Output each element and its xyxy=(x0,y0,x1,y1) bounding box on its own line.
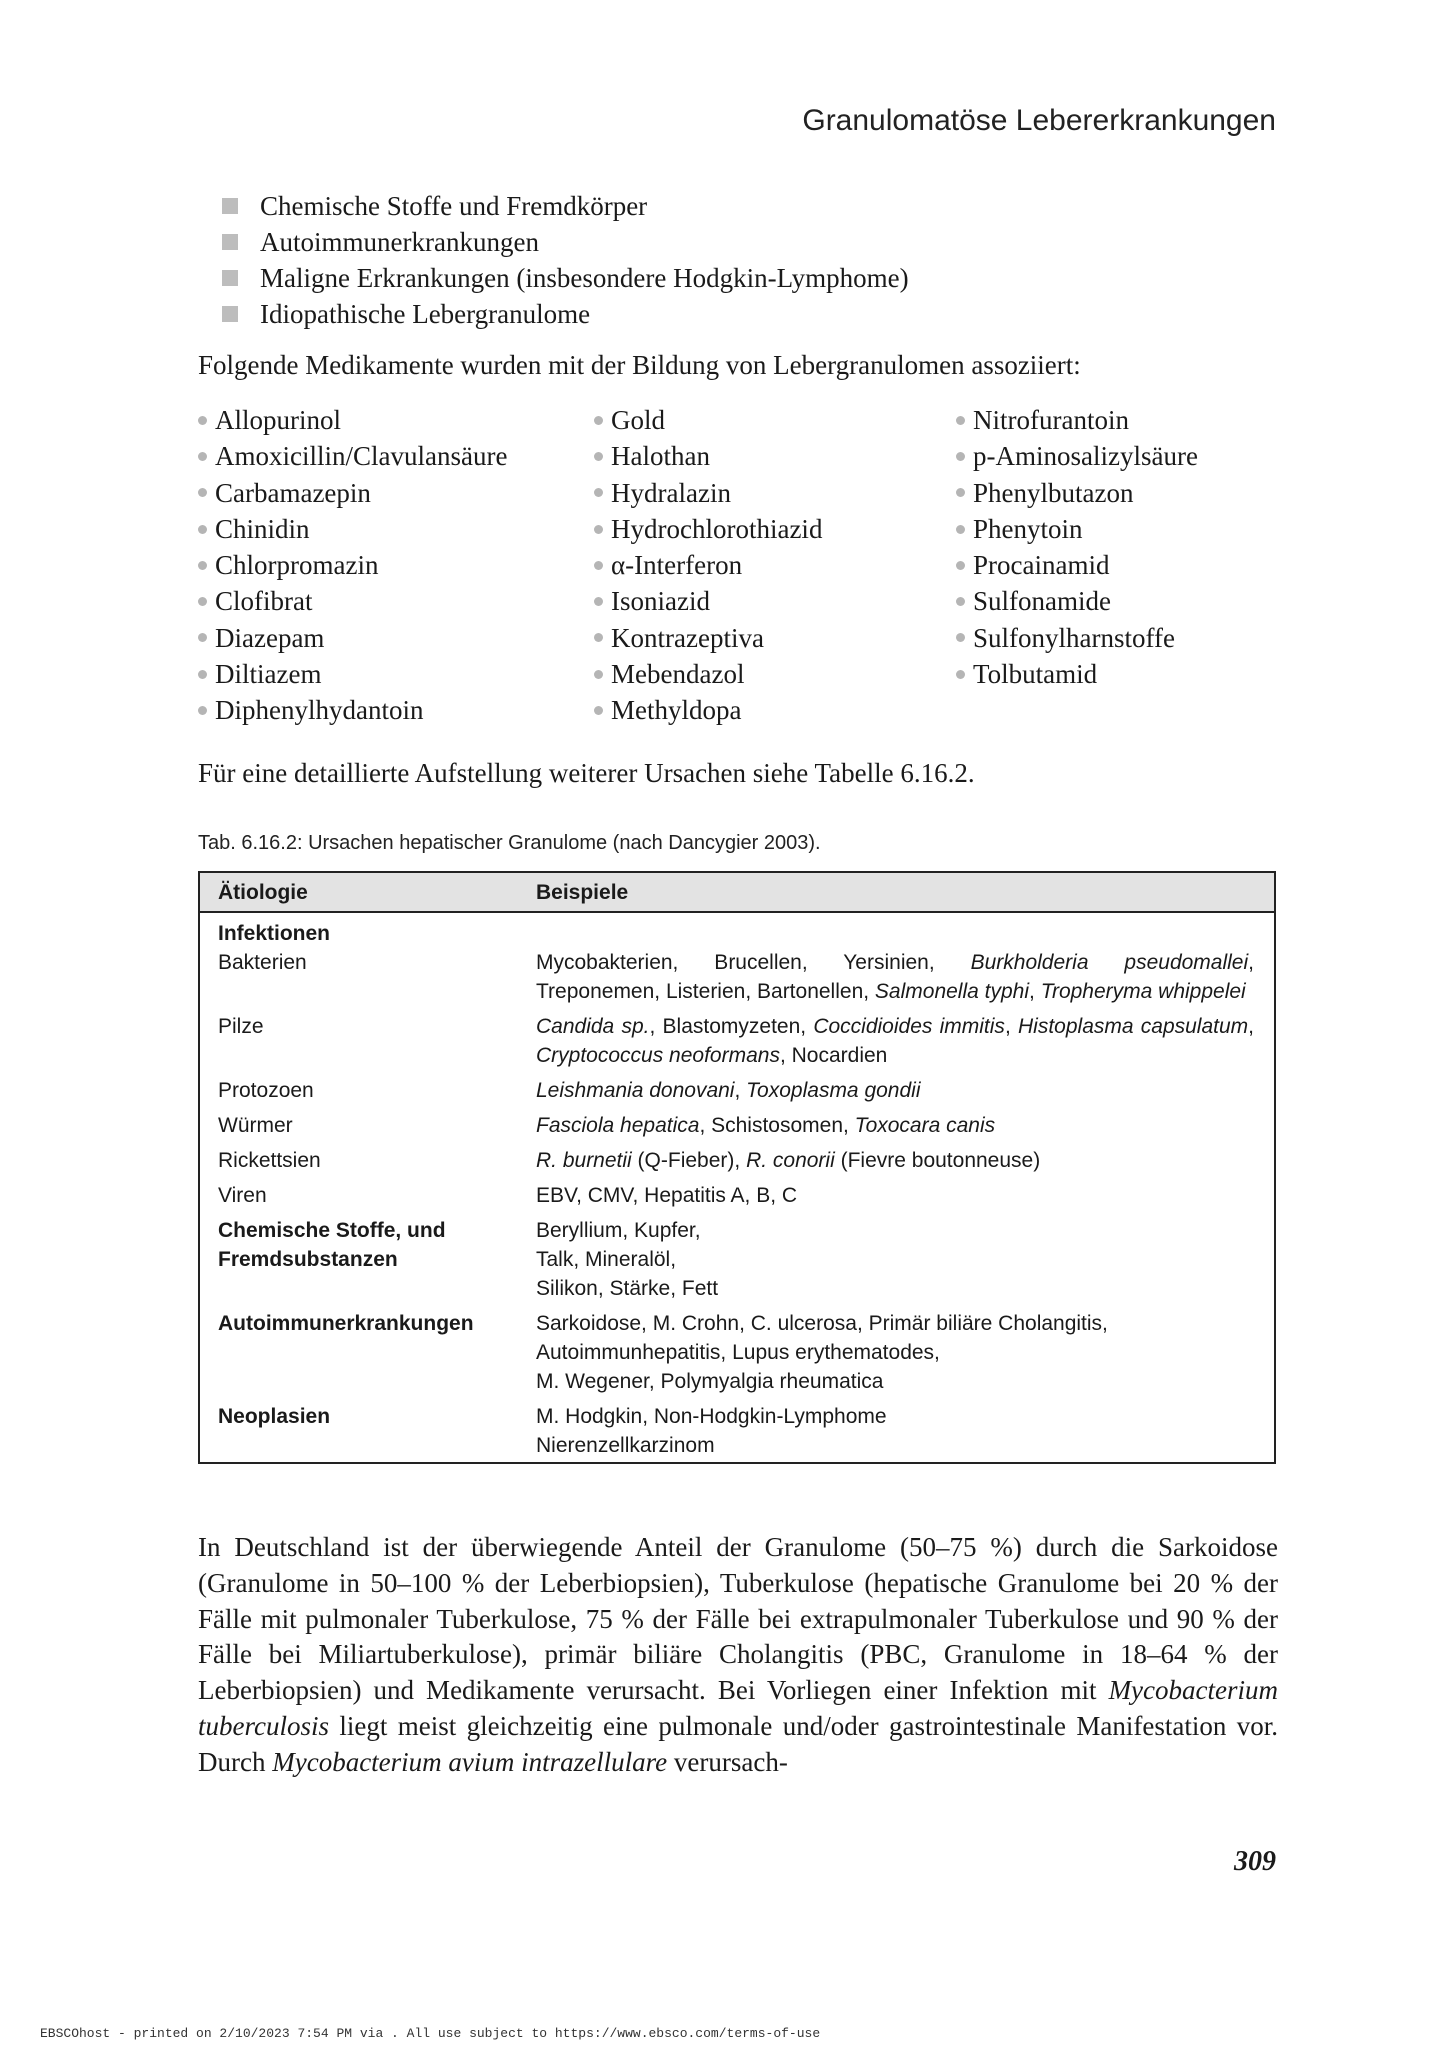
drug-column-2 xyxy=(594,402,956,729)
row-label: Chemische Stoffe, und Fremdsubstanzen xyxy=(218,1219,446,1271)
text: , Schistosomen, xyxy=(699,1114,855,1137)
drug-item xyxy=(956,511,1256,547)
drug-item xyxy=(594,620,956,656)
row-label: Bakterien xyxy=(218,951,307,974)
list-item-text: Idiopathische Lebergranulome xyxy=(260,299,591,329)
text: , xyxy=(734,1079,747,1102)
dot-bullet-icon xyxy=(594,525,603,534)
text: , xyxy=(1029,980,1041,1003)
table-row xyxy=(200,1012,1274,1076)
cause-list xyxy=(220,188,909,332)
italic-text: Fasciola hepatica xyxy=(536,1114,700,1137)
list-item xyxy=(220,224,909,260)
italic-text: Mycobacterium avium intrazellulare xyxy=(272,1746,668,1777)
list-item xyxy=(220,188,909,224)
list-item-text: Chemische Stoffe und Fremdkörper xyxy=(260,191,648,221)
group-examples xyxy=(536,919,1274,948)
table-row xyxy=(200,1111,1274,1146)
drug-name: Phenytoin xyxy=(973,513,1083,544)
dot-bullet-icon xyxy=(594,488,603,497)
table-row xyxy=(200,1181,1274,1216)
text: Mycobakterien, Brucellen, Yersinien, xyxy=(536,951,971,974)
drug-item xyxy=(198,402,594,438)
drug-item xyxy=(594,656,956,692)
drug-column-3 xyxy=(956,402,1256,729)
square-bullet-icon xyxy=(222,306,238,322)
drug-item xyxy=(198,438,594,474)
dot-bullet-icon xyxy=(594,452,603,461)
group-label: Infektionen xyxy=(218,922,331,945)
row-examples xyxy=(536,1402,1274,1460)
table-row xyxy=(200,1076,1274,1111)
example-line: M. Hodgkin, Non-Hodgkin-Lymphome xyxy=(536,1405,887,1428)
drug-name: Hydrochlorothiazid xyxy=(611,513,823,544)
drug-item xyxy=(594,475,956,511)
drug-name: Allopurinol xyxy=(215,405,341,435)
example-line: Autoimmunhepatitis, Lupus erythematodes, xyxy=(536,1341,940,1364)
drug-name: Sulfonylharnstoffe xyxy=(973,622,1175,653)
drug-item xyxy=(956,583,1256,619)
row-label: Autoimmunerkrankungen xyxy=(218,1312,474,1335)
dot-bullet-icon xyxy=(956,525,965,534)
drug-name: Nitrofurantoin xyxy=(973,405,1129,435)
drug-name: Chinidin xyxy=(215,513,310,544)
drug-name: p-Aminosalizylsäure xyxy=(973,441,1198,472)
drug-intro: Folgende Medikamente wurden mit der Bildung von Lebergranulomen assoziiert: xyxy=(198,350,1081,380)
row-examples xyxy=(536,1111,1274,1140)
row-label: Protozoen xyxy=(218,1079,314,1102)
drug-name: Phenylbutazon xyxy=(973,477,1134,508)
drug-item xyxy=(594,511,956,547)
drug-name: Gold xyxy=(611,405,665,435)
dot-bullet-icon xyxy=(956,488,965,497)
drug-name: Carbamazepin xyxy=(215,477,371,508)
drug-item xyxy=(594,402,956,438)
drug-item xyxy=(198,475,594,511)
drug-item xyxy=(956,402,1256,438)
list-item-text: Autoimmunerkrankungen xyxy=(260,227,539,257)
dot-bullet-icon xyxy=(956,670,965,679)
drug-column-1 xyxy=(198,402,594,729)
drug-name: Isoniazid xyxy=(611,586,710,617)
dot-bullet-icon xyxy=(198,597,207,606)
text: (Fievre boutonneuse) xyxy=(834,1149,1041,1172)
drug-item xyxy=(198,547,594,583)
text: , xyxy=(1004,1015,1018,1038)
drug-name: Mebendazol xyxy=(611,659,745,690)
etiology-table xyxy=(198,871,1276,1464)
italic-text: Toxocara canis xyxy=(854,1114,996,1137)
drug-name: Procainamid xyxy=(973,550,1110,581)
table-header-row xyxy=(200,873,1274,913)
detail-reference: Für eine detaillierte Aufstellung weiterer Ursachen siehe Tabelle 6.16.2. xyxy=(198,758,975,788)
italic-text: Mycobacterium tuberculosis xyxy=(198,1675,1278,1741)
list-item-text: Maligne Erkrankungen (insbesondere Hodgkin-Lymphome) xyxy=(260,263,909,293)
drug-item xyxy=(956,547,1256,583)
row-examples xyxy=(536,1012,1274,1070)
drug-name: α-Interferon xyxy=(611,550,743,581)
example-line: Sarkoidose, M. Crohn, C. ulcerosa, Primär biliäre Cholangitis, xyxy=(536,1312,1108,1335)
row-label: Neoplasien xyxy=(218,1405,331,1428)
dot-bullet-icon xyxy=(198,561,207,570)
row-examples xyxy=(536,1309,1274,1396)
example-line: Silikon, Stärke, Fett xyxy=(536,1277,719,1300)
drug-name: Hydralazin xyxy=(611,477,731,508)
dot-bullet-icon xyxy=(198,633,207,642)
dot-bullet-icon xyxy=(956,597,965,606)
dot-bullet-icon xyxy=(198,416,207,425)
table-row xyxy=(200,1146,1274,1181)
row-label: Würmer xyxy=(218,1114,293,1137)
text: , Treponemen, Listerien, Bartonellen, xyxy=(536,951,1254,1003)
text: (Q-Fieber), xyxy=(631,1149,747,1172)
table-row xyxy=(200,1216,1274,1309)
drug-item xyxy=(198,620,594,656)
table-caption: Tab. 6.16.2: Ursachen hepatischer Granulome (nach Dancygier 2003). xyxy=(198,832,821,854)
drug-name: Diphenylhydantoin xyxy=(215,695,424,726)
column-header-etiology: Ätiologie xyxy=(218,880,308,904)
square-bullet-icon xyxy=(222,270,238,286)
italic-text: Leishmania donovani xyxy=(536,1079,735,1102)
dot-bullet-icon xyxy=(956,561,965,570)
dot-bullet-icon xyxy=(594,561,603,570)
drug-item xyxy=(594,438,956,474)
dot-bullet-icon xyxy=(594,706,603,715)
dot-bullet-icon xyxy=(956,633,965,642)
dot-bullet-icon xyxy=(198,525,207,534)
running-header: Granulomatöse Lebererkrankungen xyxy=(802,104,1276,137)
table-group-row xyxy=(200,913,1274,948)
drug-item xyxy=(956,438,1256,474)
italic-text: Candida sp. xyxy=(536,1015,650,1038)
text: , Blastomyzeten, xyxy=(649,1015,814,1038)
drug-item xyxy=(198,583,594,619)
italic-text: Toxoplasma gondii xyxy=(746,1079,921,1102)
page-number: 309 xyxy=(1234,1846,1276,1877)
italic-text: Salmonella typhi xyxy=(874,980,1030,1003)
example-line: M. Wegener, Polymyalgia rheumatica xyxy=(536,1370,884,1393)
row-label: Pilze xyxy=(218,1015,264,1038)
row-examples xyxy=(536,948,1274,1006)
text: , xyxy=(1248,1015,1254,1038)
text: liegt meist gleichzeitig eine pulmonale und/oder gastrointestinale Manifestation vor. Durch xyxy=(198,1710,1278,1777)
print-footer: EBSCOhost - printed on 2/10/2023 7:54 PM via . All use subject to https://www.ebsco.com/terms-of-use xyxy=(40,2026,821,2041)
drug-item xyxy=(956,620,1256,656)
example-line: Nierenzellkarzinom xyxy=(536,1434,715,1457)
list-item xyxy=(220,296,909,332)
row-examples xyxy=(536,1076,1274,1105)
text: In Deutschland ist der überwiegende Anteil der Granulome (50–75 %) durch die Sarkoidose (Granulome in 50–100 % der Leberbiopsien), Tuberkulose (hepatische Granulome bei 20 % der Fälle mit pulmonaler Tuberkulose, 75 % der Fälle bei extrapulmonaler Tuberkulose und 90 % der Fälle bei Miliartuberkulose), primär biliäre Cholangitis (PBC, Granulome in 18–64 % der Leberbiopsien) und Medikamente verursacht. Bei Vorliegen einer Infektion mit xyxy=(198,1532,1278,1706)
drug-item xyxy=(198,692,594,728)
drug-name: Diltiazem xyxy=(215,659,322,690)
italic-text: R. burnetii xyxy=(536,1149,632,1172)
dot-bullet-icon xyxy=(594,416,603,425)
row-examples xyxy=(536,1146,1274,1175)
dot-bullet-icon xyxy=(198,706,207,715)
row-label: Viren xyxy=(218,1184,267,1207)
list-item xyxy=(220,260,909,296)
drug-name: Chlorpromazin xyxy=(215,550,379,581)
dot-bullet-icon xyxy=(198,488,207,497)
dot-bullet-icon xyxy=(198,670,207,679)
table-row xyxy=(200,1309,1274,1402)
example-line: Talk, Mineralöl, xyxy=(536,1248,677,1271)
table-row xyxy=(200,1402,1274,1462)
dot-bullet-icon xyxy=(956,416,965,425)
row-examples xyxy=(536,1216,1274,1303)
italic-text: Burkholderia pseudomallei xyxy=(970,951,1249,974)
square-bullet-icon xyxy=(222,234,238,250)
table-row xyxy=(200,948,1274,1012)
italic-text: Coccidioides immitis xyxy=(813,1015,1005,1038)
drug-list xyxy=(198,402,1256,729)
dot-bullet-icon xyxy=(594,670,603,679)
row-examples: EBV, CMV, Hepatitis A, B, C xyxy=(536,1184,798,1207)
dot-bullet-icon xyxy=(956,452,965,461)
dot-bullet-icon xyxy=(198,452,207,461)
drug-name: Tolbutamid xyxy=(973,659,1098,690)
italic-text: Cryptococcus neoformans xyxy=(536,1044,780,1067)
drug-item xyxy=(198,511,594,547)
column-header-examples: Beispiele xyxy=(536,880,629,904)
drug-name: Halothan xyxy=(611,441,710,472)
dot-bullet-icon xyxy=(594,597,603,606)
drug-item xyxy=(198,656,594,692)
text: , Nocardien xyxy=(779,1044,888,1067)
drug-item xyxy=(594,692,956,728)
example-line: Beryllium, Kupfer, xyxy=(536,1219,701,1242)
drug-name: Sulfonamide xyxy=(973,586,1111,617)
drug-name: Methyldopa xyxy=(611,695,742,726)
drug-item xyxy=(956,475,1256,511)
drug-name: Diazepam xyxy=(215,622,325,653)
drug-name: Amoxicillin/Clavulansäure xyxy=(215,441,508,472)
drug-name: Kontrazeptiva xyxy=(611,622,764,653)
square-bullet-icon xyxy=(222,198,238,214)
italic-text: Tropheryma whippelei xyxy=(1040,980,1246,1003)
italic-text: R. conorii xyxy=(746,1149,835,1172)
drug-item xyxy=(594,547,956,583)
italic-text: Histoplasma capsulatum xyxy=(1018,1015,1249,1038)
drug-item xyxy=(956,656,1256,692)
dot-bullet-icon xyxy=(594,633,603,642)
drug-item xyxy=(594,583,956,619)
text: verursach- xyxy=(667,1746,788,1777)
row-label: Rickettsien xyxy=(218,1149,321,1172)
body-paragraph xyxy=(198,1530,1278,1781)
drug-name: Clofibrat xyxy=(215,586,313,617)
